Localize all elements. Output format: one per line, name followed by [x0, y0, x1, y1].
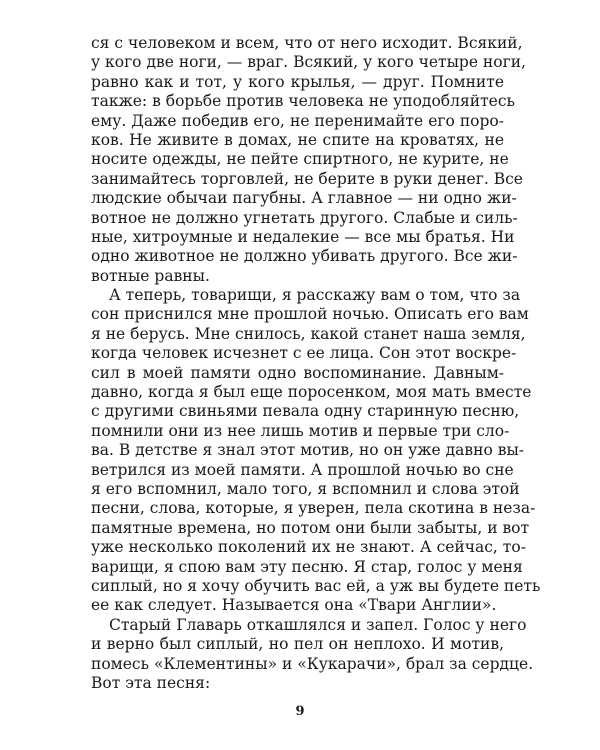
text-line: у кого две ноги, — враг. Всякий, у кого четыре ноги,: [91, 53, 526, 72]
text-line: носите одежды, не пейте спиртного, не курите, не: [91, 150, 509, 169]
text-line: ва. В детстве я знал этот мотив, но он уже давно вы-: [91, 441, 525, 460]
text-line: одно животное не должно убивать другого. Все жи-: [91, 247, 518, 266]
text-line: сил в моей памяти одно воспоминание. Давным-: [91, 363, 504, 382]
text-line: ее как следует. Называется она «Твари Англии».: [91, 596, 497, 615]
page-number: 9: [295, 704, 305, 719]
text-line: памятные времена, но потом они были забыты, и вот: [91, 518, 530, 537]
text-line: Старый Главарь откашлялся и запел. Голос у него: [109, 615, 527, 634]
text-line: сиплый, но я хочу обучить вас ей, а уж вы будете петь: [91, 576, 541, 595]
text-line: ветрился из моей памяти. А прошлой ночью во сне: [91, 460, 514, 479]
text-line: и верно был сиплый, но пел он неплохо. И мотив,: [91, 635, 504, 654]
text-line: ему. Даже победив его, не перенимайте его поро-: [91, 111, 504, 130]
text-line: я не берусь. Мне снилось, какой станет наша земля,: [91, 324, 526, 343]
text-line: ков. Не живите в домах, не спите на кроватях, не: [91, 130, 504, 149]
text-line: помнили они из нее лишь мотив и первые три сло-: [91, 421, 510, 440]
text-line: Вот эта песня:: [91, 673, 211, 692]
text-line: людские обычаи пагубны. А главное — ни одно жи-: [91, 189, 517, 208]
text-line: давно, когда я был еще поросенком, моя мать вместе: [91, 383, 532, 402]
text-line: ные, хитроумные и недалекие — все мы братья. Ни: [91, 227, 515, 246]
text-line: уже несколько поколений их не знают. А сейчас, то-: [91, 538, 526, 557]
text-line: вотное не должно угнетать другого. Слабые и силь-: [91, 208, 518, 227]
text-line: песни, слова, которые, я уверен, пела скотина в неза-: [91, 499, 536, 518]
text-line: помесь «Клементины» и «Кукарачи», брал за сердце.: [91, 654, 534, 673]
text-line: варищи, я спою вам эту песню. Я стар, голос у меня: [91, 557, 523, 576]
text-line: ся с человеком и всем, что от него исходит. Всякий,: [91, 34, 523, 52]
text-line: когда человек исчезнет с ее лица. Сон этот воскре-: [91, 344, 517, 363]
text-line: я его вспомнил, мало того, я вспомнил и слова этой: [91, 479, 520, 498]
text-line: вотные равны.: [91, 266, 210, 285]
text-line: занимайтесь торговлей, не берите в руки денег. Все: [91, 169, 523, 188]
text-line: с другими свиньями певала одну старинную песню,: [91, 402, 520, 421]
text-line: А теперь, товарищи, я расскажу вам о том, что за: [109, 286, 521, 305]
text-line: равно как и тот, у кого крылья, — друг. Помните: [91, 72, 504, 91]
text-line: сон приснился мне прошлой ночью. Описать его вам: [91, 305, 529, 324]
text-line: также: в борьбе против человека не уподобляйтесь: [91, 92, 515, 111]
body-text: [91, 34, 541, 693]
